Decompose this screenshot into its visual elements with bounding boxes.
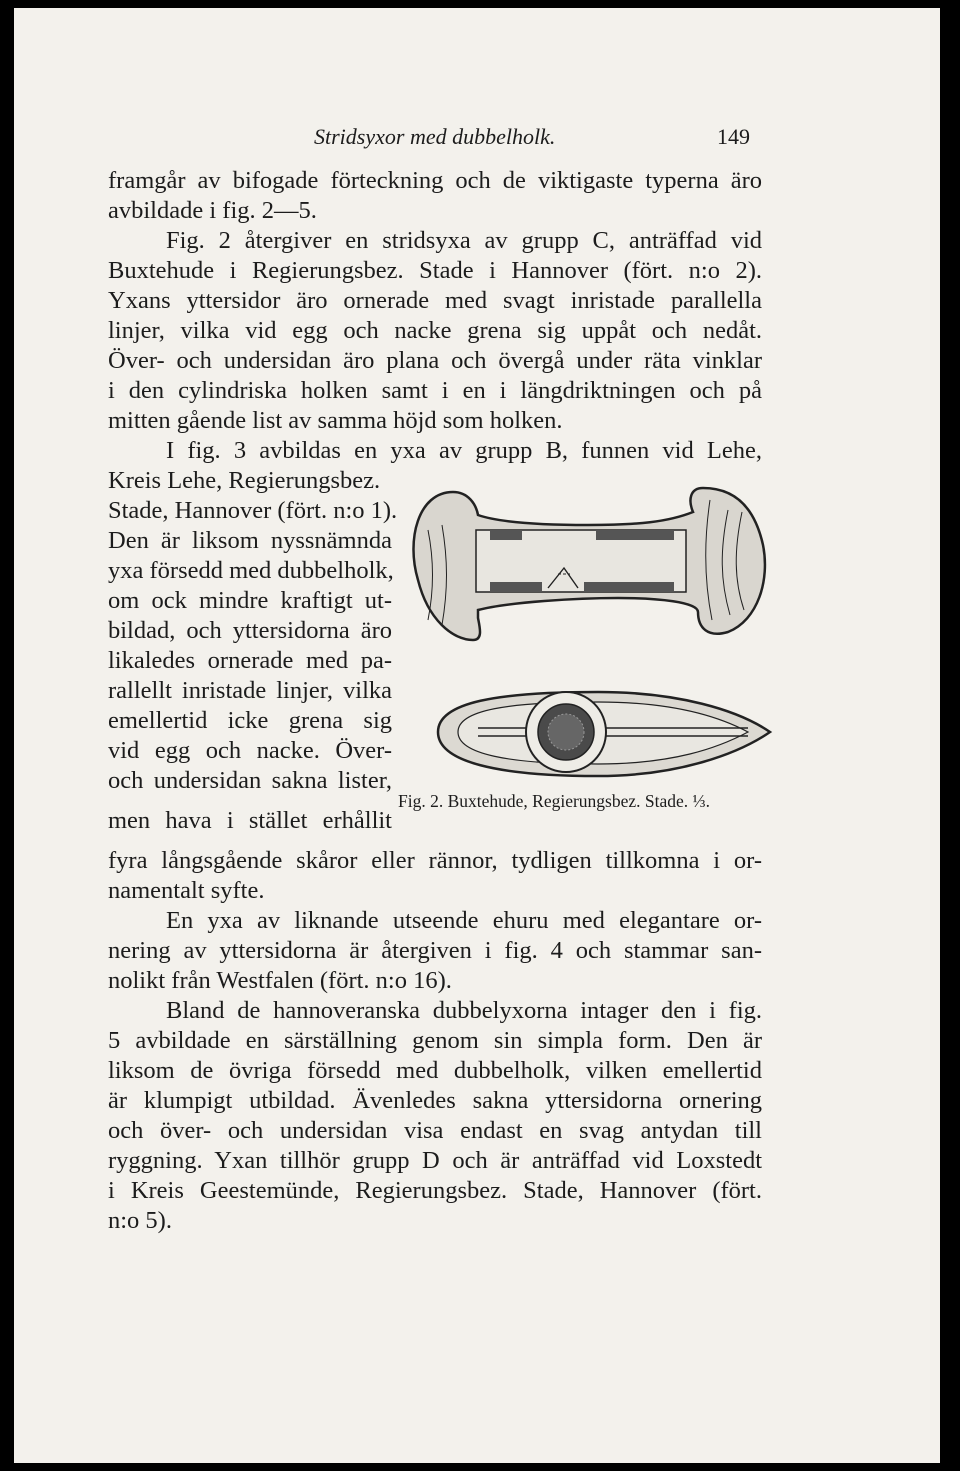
text-line: linjer, vilka vid egg och nacke grena sig uppåt och nedåt. xyxy=(108,317,762,344)
text-line: Bland de hannoveranska dubbelyxorna intager den i fig. xyxy=(166,997,762,1024)
text-line: 5 avbildade en särställning genom sin simpla form. Den är xyxy=(108,1027,762,1054)
text-line: I fig. 3 avbildas en yxa av grupp B, funnen vid Lehe, xyxy=(166,437,762,464)
axe-illustration xyxy=(398,470,778,792)
text-line: emellertid icke grena sig xyxy=(108,707,392,734)
text-line: yxa försedd med dubbelholk, xyxy=(108,557,394,584)
text-line: men hava i stället erhållit xyxy=(108,807,392,834)
page-number: 149 xyxy=(717,124,750,149)
text-line: ryggning. Yxan tillhör grupp D och är anträffad vid Loxstedt xyxy=(108,1147,762,1174)
text-line: liksom de övriga försedd med dubbelholk, vilken emellertid xyxy=(108,1057,762,1084)
text-line: nolikt från Westfalen (fört. n:o 16). xyxy=(108,967,452,994)
text-line: Yxans yttersidor äro ornerade med svagt inristade parallella xyxy=(108,287,762,314)
text-line: Den är liksom nyssnämnda xyxy=(108,527,392,554)
running-head: Stridsyxor med dubbelholk. xyxy=(314,124,556,149)
text-line: namentalt syfte. xyxy=(108,877,265,904)
text-line: likaledes ornerade med pa- xyxy=(108,647,392,674)
text-line: Stade, Hannover (fört. n:o 1). xyxy=(108,497,398,524)
text-line: mitten gående list av samma höjd som holken. xyxy=(108,407,563,434)
figure-caption: Fig. 2. Buxtehude, Regierungsbez. Stade. ⅓. xyxy=(398,791,711,811)
text-line: n:o 5). xyxy=(108,1207,172,1234)
text-line: i Kreis Geestemünde, Regierungsbez. Stade, Hannover (fört. xyxy=(108,1177,762,1204)
text-line: och över- och undersidan visa endast en svag antydan till xyxy=(108,1117,762,1144)
text-line: är klumpigt utbildad. Ävenledes sakna yttersidorna ornering xyxy=(108,1087,762,1114)
text-line: framgår av bifogade förteckning och de viktigaste typerna äro xyxy=(108,167,762,194)
text-line: bildad, och yttersidorna äro xyxy=(108,617,392,644)
axe-top-view xyxy=(438,692,770,776)
text-line: Kreis Lehe, Regierungsbez. xyxy=(108,467,381,494)
text-line: En yxa av liknande utseende ehuru med elegantare or- xyxy=(166,907,762,934)
text-line: rallellt inristade linjer, vilka xyxy=(108,677,392,704)
text-line: och undersidan sakna lister, xyxy=(108,767,392,794)
text-line: nering av yttersidorna är återgiven i fig. 4 och stammar san- xyxy=(108,937,762,964)
text-line: avbildade i fig. 2—5. xyxy=(108,197,317,224)
axe-side-view xyxy=(413,488,764,640)
text-line: fyra långsgående skåror eller rännor, tydligen tillkomna i or- xyxy=(108,847,762,874)
book-page xyxy=(14,8,940,1463)
text-line: vid egg och nacke. Över- xyxy=(108,737,392,764)
text-line: Över- och undersidan äro plana och övergå under räta vinklar xyxy=(108,347,762,374)
text-line: i den cylindriska holken samt i en i längdriktningen och på xyxy=(108,377,762,404)
text-line: Buxtehude i Regierungsbez. Stade i Hannover (fört. n:o 2). xyxy=(108,257,762,284)
text-line: om ock mindre kraftigt ut- xyxy=(108,587,392,614)
text-line: Fig. 2 återgiver en stridsyxa av grupp C, anträffad vid xyxy=(166,227,762,254)
